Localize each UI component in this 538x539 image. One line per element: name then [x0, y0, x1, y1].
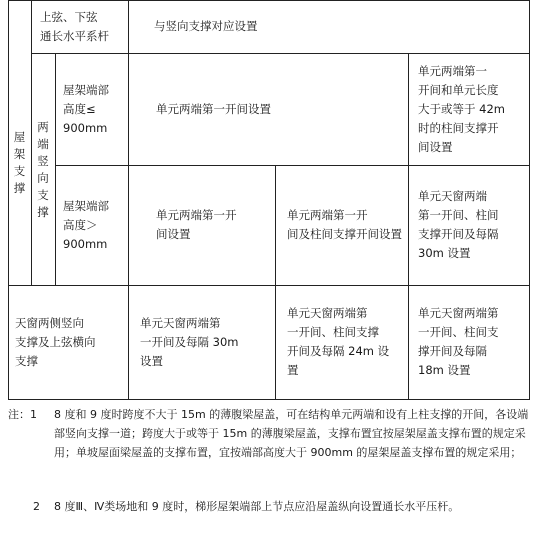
group-label-roof-truss-bracing: 屋 架 支 撑 — [13, 130, 26, 195]
row3-label: 屋架端部 高度＞ 900mm — [63, 198, 109, 251]
row3-value-b: 单元两端第一开 间及柱间支撑开间设置 — [287, 208, 402, 241]
row1-value: 与竖向支撑对应设置 — [154, 19, 258, 33]
row3-value-c: 单元天窗两端 第一开间、柱间 支撑开间及每隔 30m 设置 — [418, 189, 499, 260]
note-prefix: 注：1 — [8, 408, 37, 421]
row2-value-b: 单元两端第一 开间和单元长度 大于或等于 42m 时的柱间支撑开 间设置 — [418, 63, 505, 154]
table-border-right — [529, 0, 530, 400]
row4-value-a: 单元天窗两端第 一开间及每隔 30m 设置 — [140, 315, 239, 368]
row4-value-b: 单元天窗两端第 一开间、柱间支撑 开间及每隔 24m 设 置 — [287, 306, 390, 377]
row2-label: 屋架端部 高度≤ 900mm — [63, 82, 109, 135]
row3-value-a: 单元两端第一开 间设置 — [156, 208, 237, 241]
note-1: 8 度和 9 度时跨度不大于 15m 的薄腹梁屋盖，可在结构单元两端和设有上柱支撑的开间，各设端部竖向支撑一道；跨度大于或等于 15m 的薄腹梁屋盖，支撑布置宜按屋架屋盖支撑布置的规定采用；单坡屋面梁屋盖的支撑布置，宜按端部高度大于 900mm 的屋架屋盖支撑布置的规定采用； — [54, 408, 529, 459]
table-border-bottom — [8, 399, 530, 400]
note-2-number: 2 — [33, 500, 40, 513]
row1-label: 上弦、下弦 通长水平系杆 — [40, 9, 109, 43]
sub-label-end-vertical-bracing: 两 端 竖 向 支 撑 — [37, 119, 49, 219]
note-2: 8 度Ⅲ、Ⅳ类场地和 9 度时，梯形屋架端部上节点应沿屋盖纵向设置通长水平压杆。 — [54, 500, 460, 513]
row4-label: 天窗两侧竖向 支撑及上弦横向 支撑 — [15, 315, 96, 368]
row4-value-c: 单元天窗两端第 一开间、柱间支 撑开间及每隔 18m 设置 — [418, 306, 499, 377]
row2-value-a: 单元两端第一开间设置 — [156, 101, 271, 116]
